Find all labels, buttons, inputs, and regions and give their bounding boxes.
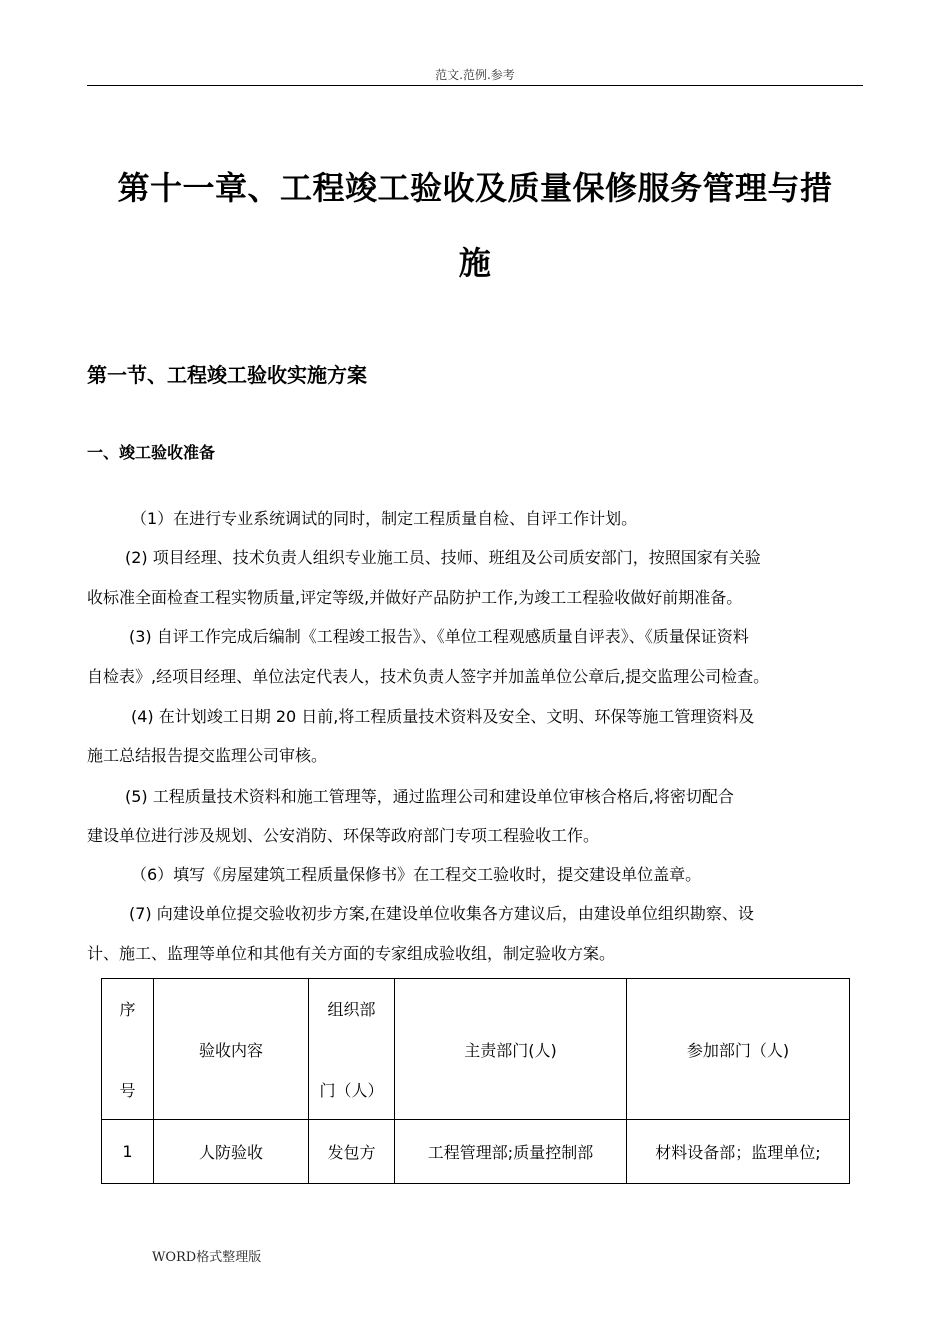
acceptance-table bbox=[101, 978, 850, 1184]
paragraph-2-line-2: 收标准全面检查工程实物质量,评定等级,并做好产品防护工作,为竣工工程验收做好前期准备。 bbox=[87, 588, 743, 607]
paragraph-1-line-1: （1）在进行专业系统调试的同时，制定工程质量自检、自评工作计划。 bbox=[131, 509, 638, 528]
cell-org: 发包方 bbox=[309, 1120, 395, 1184]
header-cell-content: 验收内容 bbox=[154, 979, 309, 1120]
header-no-top: 序 bbox=[119, 1000, 136, 1019]
paragraph-5-line-2: 建设单位进行涉及规划、公安消防、环保等政府部门专项工程验收工作。 bbox=[87, 826, 600, 845]
page-footer-text: WORD格式整理版 bbox=[152, 1250, 262, 1265]
paragraph-6-line-1: （6）填写《房屋建筑工程质量保修书》在工程交工验收时，提交建设单位盖章。 bbox=[131, 865, 702, 884]
paragraph-4-line-2: 施工总结报告提交监理公司审核。 bbox=[87, 746, 328, 765]
paragraph-4-line-1: (4) 在计划竣工日期 20 日前,将工程质量技术资料及安全、文明、环保等施工管理资料及 bbox=[131, 707, 755, 726]
page-header-text: 范文.范例.参考 bbox=[435, 68, 515, 82]
paragraph-5-line-1: (5) 工程质量技术资料和施工管理等，通过监理公司和建设单位审核合格后,将密切配合 bbox=[125, 787, 734, 806]
paragraph-3-line-1: (3) 自评工作完成后编制《工程竣工报告》、《单位工程观感质量自评表》、《质量保证资料 bbox=[129, 627, 749, 646]
cell-no: 1 bbox=[102, 1120, 154, 1184]
header-cell-join-dept: 参加部门（人) bbox=[627, 979, 850, 1120]
header-no-bottom: 号 bbox=[119, 1081, 136, 1100]
cell-main-dept: 工程管理部;质量控制部 bbox=[395, 1120, 627, 1184]
header-cell-main-dept: 主责部门(人) bbox=[395, 979, 627, 1120]
section-title: 第一节、工程竣工验收实施方案 bbox=[87, 363, 367, 387]
cell-join-dept: 材料设备部；监理单位; bbox=[627, 1120, 850, 1184]
paragraph-7-line-1: (7) 向建设单位提交验收初步方案,在建设单位收集各方建议后，由建设单位组织勘察、设 bbox=[129, 904, 754, 923]
table-header-row bbox=[102, 979, 850, 1120]
chapter-title-line2: 施 bbox=[458, 244, 492, 282]
table-row bbox=[102, 1120, 850, 1184]
paragraph-3-line-2: 自检表》,经项目经理、单位法定代表人，技术负责人签字并加盖单位公章后,提交监理公司检查。 bbox=[87, 667, 770, 686]
header-cell-org bbox=[309, 979, 395, 1120]
paragraph-2-line-1: (2) 项目经理、技术负责人组织专业施工员、技师、班组及公司质安部门，按照国家有关验 bbox=[125, 548, 761, 567]
subsection-title: 一、竣工验收准备 bbox=[87, 443, 216, 462]
paragraph-7-line-2: 计、施工、监理等单位和其他有关方面的专家组成验收组，制定验收方案。 bbox=[87, 944, 616, 963]
header-org-bottom: 门（人） bbox=[319, 1081, 384, 1100]
header-rule bbox=[87, 85, 863, 86]
chapter-title-line1: 第十一章、工程竣工验收及质量保修服务管理与措 bbox=[117, 169, 833, 207]
header-org-top: 组织部 bbox=[327, 1000, 376, 1019]
header-cell-no bbox=[102, 979, 154, 1120]
cell-content: 人防验收 bbox=[154, 1120, 309, 1184]
